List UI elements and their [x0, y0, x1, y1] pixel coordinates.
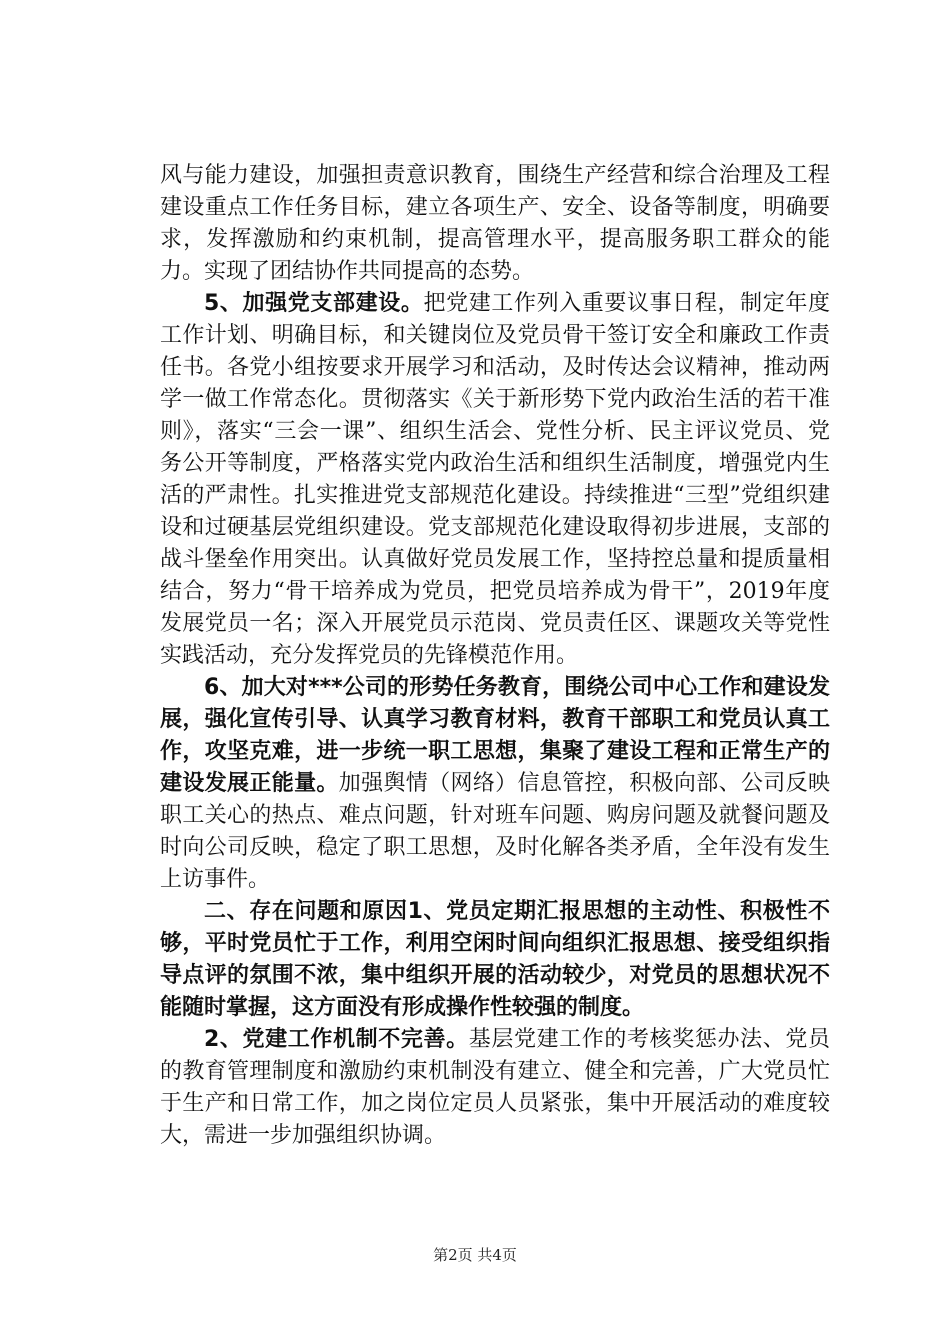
paragraph-4-bold: 二、存在问题和原因1、党员定期汇报思想的主动性、积极性不够，平时党员忙于工作，利用空闲时间向组织汇报思想、接受组织指导点评的氛围不浓，集中组织开展的活动较少，对党员的思想状况不能随时掌握，这方面没有形成操作性较强的制度。	[160, 899, 830, 1020]
paragraph-2-bold: 5、加强党支部建设。	[204, 291, 424, 316]
paragraph-3	[160, 672, 830, 896]
paragraph-5-text: 基层党建工作的考核奖惩办法、党员的教育管理制度和激励约束机制没有建立、健全和完善，广大党员忙于生产和日常工作，加之岗位定员人员紧张，集中开展活动的难度较大，需进一步加强组织协调。	[160, 1027, 830, 1148]
paragraph-3-text: 加强舆情（网络）信息管控，积极向部、公司反映职工关心的热点、难点问题，针对班车问题、购房问题及就餐问题及时向公司反映，稳定了职工思想，及时化解各类矛盾，全年没有发生上访事件。	[160, 771, 830, 892]
paragraph-5-bold: 2、党建工作机制不完善。	[204, 1027, 469, 1052]
page-footer: 第2页 共4页	[433, 1246, 517, 1264]
paragraph-5	[160, 1024, 830, 1152]
paragraph-1-text: 风与能力建设，加强担责意识教育，围绕生产经营和综合治理及工程建设重点工作任务目标，建立各项生产、安全、设备等制度，明确要求，发挥激励和约束机制，提高管理水平，提高服务职工群众的能力。实现了团结协作共同提高的态势。	[160, 163, 830, 284]
paragraph-4	[160, 896, 830, 1024]
paragraph-2-text: 把党建工作列入重要议事日程，制定年度工作计划、明确目标，和关键岗位及党员骨干签订安全和廉政工作责任书。各党小组按要求开展学习和活动，及时传达会议精神，推动两学一做工作常态化。贯彻落实《关于新形势下党内政治生活的若干准则》，落实“三会一课”、组织生活会、党性分析、民主评议党员、党务公开等制度，严格落实党内政治生活和组织生活制度，增强党内生活的严肃性。扎实推进党支部规范化建设。持续推进“三型”党组织建设和过硬基层党组织建设。党支部规范化建设取得初步进展，支部的战斗堡垒作用突出。认真做好党员发展工作，坚持控总量和提质量相结合，努力“骨干培养成为党员，把党员培养成为骨干”，2019年度发展党员一名；深入开展党员示范岗、党员责任区、课题攻关等党性实践活动，充分发挥党员的先锋模范作用。	[160, 291, 830, 668]
paragraph-3-bold: 6、加大对***公司的形势任务教育，围绕公司中心工作和建设发展，强化宣传引导、认真学习教育材料，教育干部职工和党员认真工作，攻坚克难，进一步统一职工思想，集聚了建设工程和正常生产的建设发展正能量。	[160, 675, 830, 796]
paragraph-1	[160, 160, 830, 288]
paragraph-2	[160, 288, 830, 672]
document-body	[160, 160, 830, 1152]
